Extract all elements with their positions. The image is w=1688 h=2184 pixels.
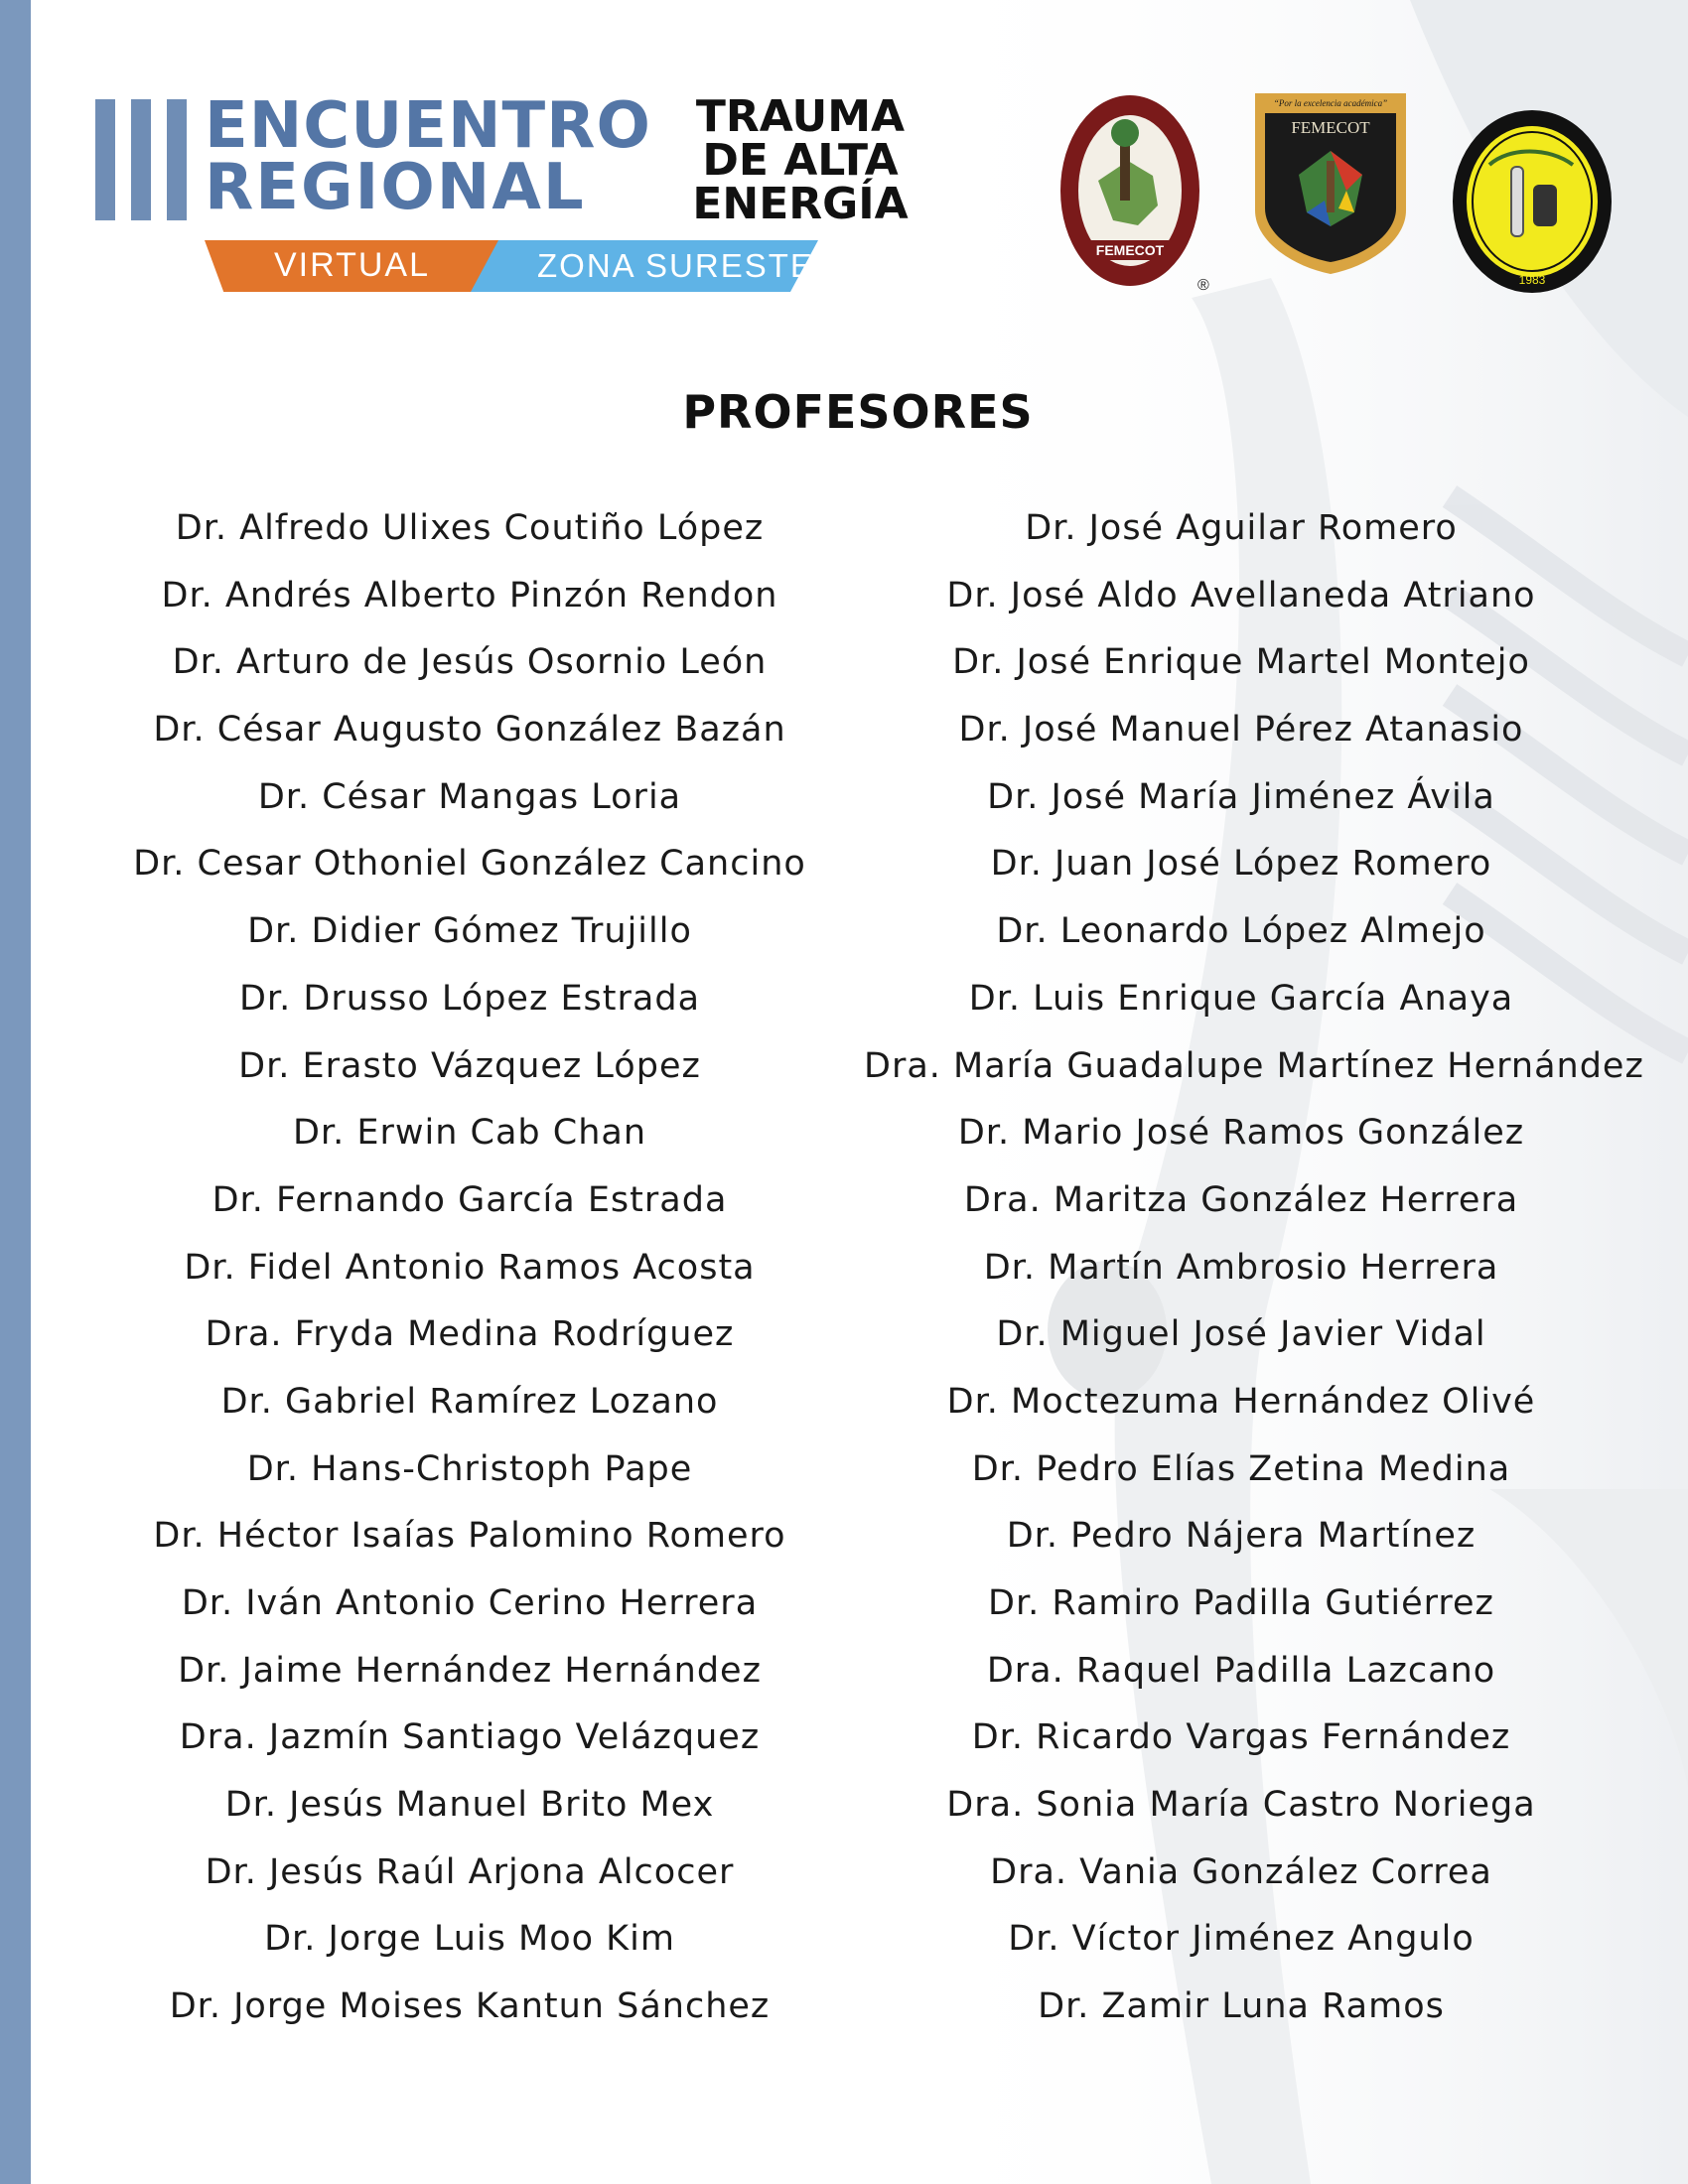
tabasco-year: 1983 <box>1518 273 1546 287</box>
professor-name: Dr. Erasto Vázquez López <box>238 1045 701 1086</box>
professor-name: Dr. Jesús Manuel Brito Mex <box>224 1785 715 1826</box>
professor-name: Dr. Ramiro Padilla Gutiérrez <box>988 1583 1494 1623</box>
professor-name: Dr. César Augusto González Bazán <box>153 710 786 751</box>
event-logo <box>95 89 919 294</box>
professor-name: Dr. Jorge Moises Kantun Sánchez <box>169 1986 771 2027</box>
professor-name: Dra. Vania González Correa <box>990 1851 1492 1892</box>
professor-name: Dr. Héctor Isaías Palomino Romero <box>153 1516 786 1557</box>
professor-name: Dr. Drusso López Estrada <box>238 978 701 1019</box>
professor-name: Dr. Didier Gómez Trujillo <box>247 911 692 952</box>
professor-name: Dra. Jazmín Santiago Velázquez <box>179 1717 761 1758</box>
left-accent-bar <box>0 0 31 2184</box>
zona-label: FEMECOT <box>1291 118 1370 137</box>
professor-name: Dr. Pedro Elías Zetina Medina <box>971 1448 1511 1489</box>
professor-name: Dr. Víctor Jiménez Angulo <box>1008 1919 1475 1960</box>
professor-name: Dr. Fidel Antonio Ramos Acosta <box>184 1247 756 1288</box>
registered-mark: ® <box>1197 277 1209 294</box>
professor-name: Dr. Jaime Hernández Hernández <box>178 1650 762 1691</box>
page-title: PROFESORES <box>682 385 1034 439</box>
professor-name: Dra. Maritza González Herrera <box>963 1179 1519 1220</box>
professor-name: Dr. José Aldo Avellaneda Atriano <box>946 575 1536 615</box>
professor-name: Dr. César Mangas Loria <box>257 776 682 817</box>
professor-name: Dr. Fernando García Estrada <box>211 1179 728 1220</box>
femecot-seal <box>1058 91 1217 300</box>
ribbon-zone-label: ZONA SURESTE <box>537 247 814 284</box>
professor-name: Dr. Leonardo López Almejo <box>996 911 1486 952</box>
professor-name: Dr. Cesar Othoniel González Cancino <box>133 844 806 885</box>
professor-name: Dr. Zamir Luna Ramos <box>1038 1986 1445 2027</box>
professors-list-left <box>92 508 847 2054</box>
professor-name: Dr. Ricardo Vargas Fernández <box>971 1717 1511 1758</box>
professor-name: Dra. María Guadalupe Martínez Hernández <box>864 1045 1644 1086</box>
roman-numeral-three <box>95 99 190 220</box>
event-subtitle-line: DE ALTA <box>702 135 899 186</box>
femecot-label: FEMECOT <box>1095 242 1165 258</box>
professor-name: Dr. Alfredo Ulixes Coutiño López <box>175 508 765 548</box>
zona-sureste-shield <box>1251 91 1410 276</box>
event-title-line1: ENCUENTRO <box>205 89 651 163</box>
event-subtitle <box>681 91 919 229</box>
professor-name: Dr. Arturo de Jesús Osornio León <box>172 642 768 683</box>
professor-name: Dr. José María Jiménez Ávila <box>987 776 1495 817</box>
professor-name: Dr. José Manuel Pérez Atanasio <box>958 710 1524 751</box>
professor-name: Dra. Fryda Medina Rodríguez <box>205 1314 735 1355</box>
professor-name: Dra. Sonia María Castro Noriega <box>946 1785 1536 1826</box>
event-title-line2: REGIONAL <box>205 151 586 224</box>
professor-name: Dr. Mario José Ramos González <box>957 1113 1525 1154</box>
event-ribbon <box>205 240 820 292</box>
ribbon-virtual-label: VIRTUAL <box>274 246 430 284</box>
professor-name: Dr. Juan José López Romero <box>990 844 1492 885</box>
professor-name: Dra. Raquel Padilla Lazcano <box>986 1650 1496 1691</box>
event-subtitle-line: ENERGÍA <box>692 179 909 229</box>
professor-name: Dr. Pedro Nájera Martínez <box>1006 1516 1477 1557</box>
professor-name: Dr. Hans-Christoph Pape <box>246 1448 693 1489</box>
professor-name: Dr. Moctezuma Hernández Olivé <box>946 1381 1536 1422</box>
professor-name: Dr. Andrés Alberto Pinzón Rendon <box>161 575 778 615</box>
professor-name: Dr. Iván Antonio Cerino Herrera <box>181 1583 759 1623</box>
professors-list-right <box>864 508 1644 2054</box>
professor-name: Dr. Gabriel Ramírez Lozano <box>220 1381 719 1422</box>
professor-name: Dr. Erwin Cab Chan <box>292 1113 647 1154</box>
professor-name: Dr. Jorge Luis Moo Kim <box>264 1919 675 1960</box>
tabasco-college-seal <box>1450 107 1615 296</box>
professor-name: Dr. José Enrique Martel Montejo <box>952 642 1530 683</box>
professor-name: Dr. Luis Enrique García Anaya <box>968 978 1514 1019</box>
zona-motto: “Por la excelencia académica” <box>1273 98 1388 108</box>
professor-name: Dr. José Aguilar Romero <box>1025 508 1458 548</box>
event-subtitle-line: TRAUMA <box>695 91 906 142</box>
professor-name: Dr. Jesús Raúl Arjona Alcocer <box>205 1851 735 1892</box>
professor-name: Dr. Miguel José Javier Vidal <box>996 1314 1486 1355</box>
professor-name: Dr. Martín Ambrosio Herrera <box>983 1247 1499 1288</box>
